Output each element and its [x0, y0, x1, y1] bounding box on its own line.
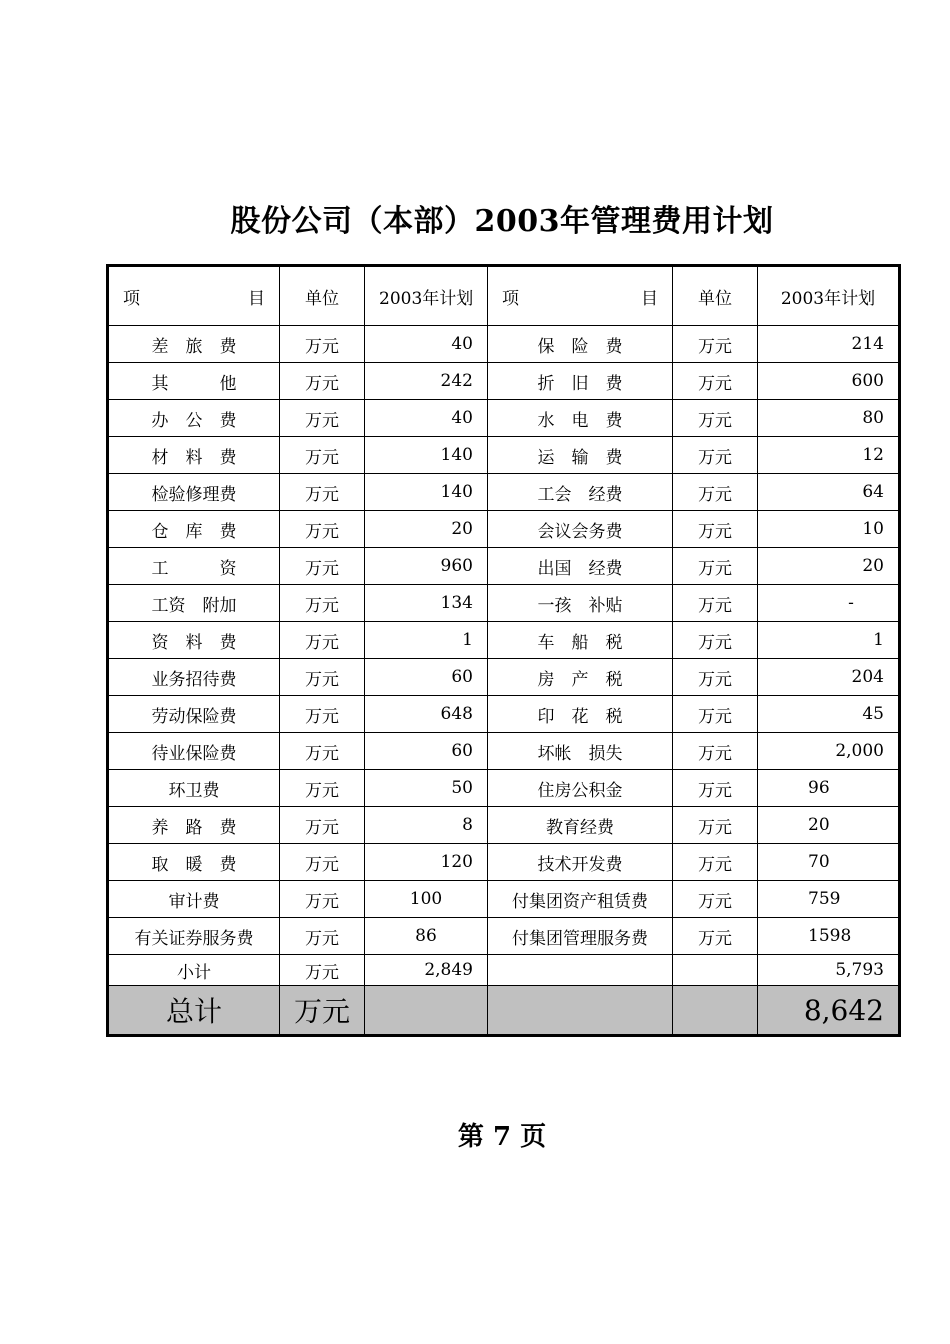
subtotal-left-value: 2,849 — [365, 955, 488, 986]
total-empty — [365, 986, 488, 1036]
left-item: 有关证券服务费 — [108, 918, 280, 955]
left-item: 差 旅 费 — [108, 326, 280, 363]
table-header-row — [108, 266, 900, 326]
page-title: 股份公司（本部）2003年管理费用计划 — [230, 204, 774, 239]
right-unit: 万元 — [673, 400, 758, 437]
table-row — [108, 474, 900, 511]
right-item: 工会 经费 — [488, 474, 673, 511]
subtotal-label: 小计 — [108, 955, 280, 986]
table-row — [108, 696, 900, 733]
table-row — [108, 326, 900, 363]
right-unit: 万元 — [673, 474, 758, 511]
table-row — [108, 585, 900, 622]
right-unit: 万元 — [673, 511, 758, 548]
right-unit: 万元 — [673, 770, 758, 807]
right-value: 214 — [758, 326, 900, 363]
left-value: 140 — [365, 474, 488, 511]
total-row — [108, 986, 900, 1036]
right-item: 运 输 费 — [488, 437, 673, 474]
right-unit: 万元 — [673, 363, 758, 400]
table-row — [108, 511, 900, 548]
header-item-right — [488, 266, 673, 326]
left-unit: 万元 — [280, 622, 365, 659]
left-item: 待业保险费 — [108, 733, 280, 770]
left-unit: 万元 — [280, 844, 365, 881]
left-unit: 万元 — [280, 918, 365, 955]
right-value: 45 — [758, 696, 900, 733]
left-item: 检验修理费 — [108, 474, 280, 511]
right-value: - — [758, 585, 900, 622]
right-item: 保 险 费 — [488, 326, 673, 363]
table-row — [108, 770, 900, 807]
left-item: 仓 库 费 — [108, 511, 280, 548]
right-item: 住房公积金 — [488, 770, 673, 807]
header-item-char2: 目 — [248, 288, 265, 309]
right-item: 房 产 税 — [488, 659, 673, 696]
left-value: 20 — [365, 511, 488, 548]
table-row — [108, 844, 900, 881]
table-row — [108, 437, 900, 474]
right-unit: 万元 — [673, 437, 758, 474]
header-unit-left: 单位 — [280, 266, 365, 326]
right-value: 20 — [758, 807, 900, 844]
total-empty — [488, 986, 673, 1036]
subtotal-row — [108, 955, 900, 986]
left-value: 100 — [365, 881, 488, 918]
right-item: 付集团资产租赁费 — [488, 881, 673, 918]
right-item: 坏帐 损失 — [488, 733, 673, 770]
header-item-char1: 项 — [123, 288, 140, 309]
right-item: 折 旧 费 — [488, 363, 673, 400]
left-value: 120 — [365, 844, 488, 881]
left-value: 242 — [365, 363, 488, 400]
left-item: 工 资 — [108, 548, 280, 585]
left-value: 140 — [365, 437, 488, 474]
left-value: 648 — [365, 696, 488, 733]
subtotal-empty — [673, 955, 758, 986]
right-unit: 万元 — [673, 733, 758, 770]
right-unit: 万元 — [673, 585, 758, 622]
right-item: 付集团管理服务费 — [488, 918, 673, 955]
left-item: 资 料 费 — [108, 622, 280, 659]
header-plan-right: 2003年计划 — [758, 266, 900, 326]
left-value: 8 — [365, 807, 488, 844]
left-unit: 万元 — [280, 326, 365, 363]
left-unit: 万元 — [280, 881, 365, 918]
total-unit: 万元 — [280, 986, 365, 1036]
table-row — [108, 659, 900, 696]
left-value: 60 — [365, 733, 488, 770]
right-value: 70 — [758, 844, 900, 881]
left-unit: 万元 — [280, 474, 365, 511]
right-unit: 万元 — [673, 659, 758, 696]
header-unit-right: 单位 — [673, 266, 758, 326]
left-unit: 万元 — [280, 807, 365, 844]
left-unit: 万元 — [280, 511, 365, 548]
right-value: 96 — [758, 770, 900, 807]
right-item: 车 船 税 — [488, 622, 673, 659]
right-unit: 万元 — [673, 548, 758, 585]
left-unit: 万元 — [280, 437, 365, 474]
left-item: 养 路 费 — [108, 807, 280, 844]
left-value: 40 — [365, 400, 488, 437]
right-value: 600 — [758, 363, 900, 400]
header-item-char2: 目 — [641, 288, 658, 309]
right-item: 技术开发费 — [488, 844, 673, 881]
right-unit: 万元 — [673, 326, 758, 363]
expense-plan-table — [106, 264, 901, 1037]
table-row — [108, 733, 900, 770]
page-number: 第 7 页 — [457, 1122, 547, 1152]
left-unit: 万元 — [280, 770, 365, 807]
left-item: 环卫费 — [108, 770, 280, 807]
left-item: 审计费 — [108, 881, 280, 918]
left-value: 134 — [365, 585, 488, 622]
table-row — [108, 881, 900, 918]
right-value: 64 — [758, 474, 900, 511]
left-unit: 万元 — [280, 696, 365, 733]
subtotal-empty — [488, 955, 673, 986]
right-unit: 万元 — [673, 844, 758, 881]
subtotal-unit: 万元 — [280, 955, 365, 986]
left-value: 86 — [365, 918, 488, 955]
table-row — [108, 622, 900, 659]
header-item-left — [108, 266, 280, 326]
table-row — [108, 400, 900, 437]
right-item: 教育经费 — [488, 807, 673, 844]
left-value: 1 — [365, 622, 488, 659]
left-unit: 万元 — [280, 548, 365, 585]
header-item-char1: 项 — [502, 288, 519, 309]
right-value: 759 — [758, 881, 900, 918]
right-value: 1 — [758, 622, 900, 659]
right-item: 会议会务费 — [488, 511, 673, 548]
left-value: 50 — [365, 770, 488, 807]
right-unit: 万元 — [673, 918, 758, 955]
total-label: 总计 — [108, 986, 280, 1036]
left-unit: 万元 — [280, 585, 365, 622]
right-value: 1598 — [758, 918, 900, 955]
left-item: 劳动保险费 — [108, 696, 280, 733]
right-value: 80 — [758, 400, 900, 437]
left-value: 960 — [365, 548, 488, 585]
subtotal-right-value: 5,793 — [758, 955, 900, 986]
right-item: 水 电 费 — [488, 400, 673, 437]
right-value: 12 — [758, 437, 900, 474]
right-item: 一孩 补贴 — [488, 585, 673, 622]
right-value: 204 — [758, 659, 900, 696]
right-item: 印 花 税 — [488, 696, 673, 733]
right-value: 2,000 — [758, 733, 900, 770]
left-item: 办 公 费 — [108, 400, 280, 437]
right-unit: 万元 — [673, 881, 758, 918]
table-row — [108, 918, 900, 955]
table-row — [108, 548, 900, 585]
right-value: 20 — [758, 548, 900, 585]
left-unit: 万元 — [280, 659, 365, 696]
left-unit: 万元 — [280, 400, 365, 437]
right-unit: 万元 — [673, 622, 758, 659]
left-value: 60 — [365, 659, 488, 696]
table-row — [108, 807, 900, 844]
header-plan-left: 2003年计划 — [365, 266, 488, 326]
left-item: 工资 附加 — [108, 585, 280, 622]
right-unit: 万元 — [673, 696, 758, 733]
left-item: 取 暖 费 — [108, 844, 280, 881]
right-item: 出国 经费 — [488, 548, 673, 585]
table-row — [108, 363, 900, 400]
right-value: 10 — [758, 511, 900, 548]
left-unit: 万元 — [280, 363, 365, 400]
right-unit: 万元 — [673, 807, 758, 844]
total-value: 8,642 — [758, 986, 900, 1036]
left-item: 其 他 — [108, 363, 280, 400]
left-item: 材 料 费 — [108, 437, 280, 474]
left-unit: 万元 — [280, 733, 365, 770]
left-value: 40 — [365, 326, 488, 363]
left-item: 业务招待费 — [108, 659, 280, 696]
total-empty — [673, 986, 758, 1036]
